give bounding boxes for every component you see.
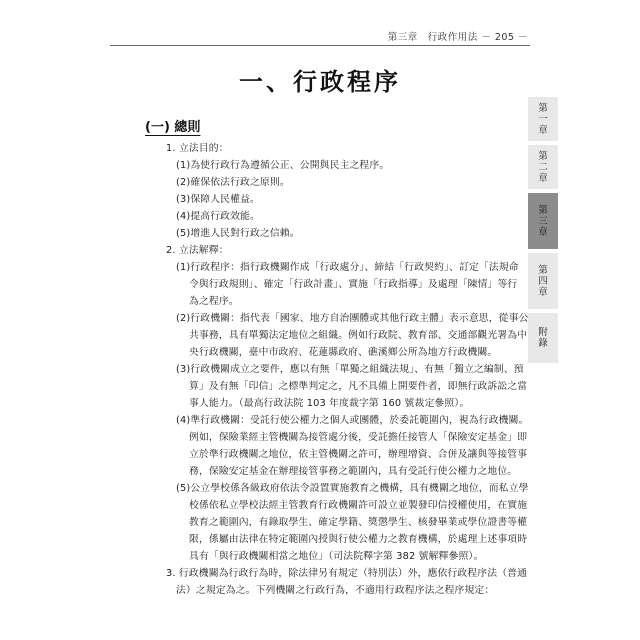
appendix-tab[interactable] [528,313,558,363]
text-line: 立於準行政機關之地位，依主管機關之許可，辦理增資、合併及讓與等接管事 [189,449,528,460]
page-title: 一、行政程序 [239,68,401,96]
text-line: (2)確保依法行政之原則。 [176,177,290,188]
text-line: 限，係屬由法律在特定範圍內授與行使公權力之教育機構，於處理上述事項時 [189,534,528,545]
text-line: (3)行政機關成立之要件，應以有無「單獨之組織法規」、有無「獨立之編制、預 [176,364,524,375]
chapter-tab-label: 第二章 [538,150,548,184]
text-line: (3)保障人民權益。 [176,194,260,205]
text-line: (5)公立學校係各級政府依法令設置實施教育之機構，具有機關之地位，而私立學 [176,483,529,494]
text-line: 央行政機關，臺中市政府、花蓮縣政府、礁溪鄉公所為地方行政機關。 [189,347,498,358]
running-header-text: 第三章 行政作用法 － 205 － [387,32,528,43]
text-line: 教育之範圍內，有錄取學生、確定學籍、獎懲學生、核發畢業或學位證書等權 [189,517,528,528]
running-header [110,25,530,46]
text-line: (5)增進人民對行政之信賴。 [176,228,300,239]
chapter-tab-2[interactable] [528,145,558,189]
text-line: 2. 立法解釋： [166,245,229,256]
text-line: 令與行政規則」、確定「行政計畫」、實施「行政指導」及處理「陳情」等行 [189,279,518,290]
text-line: (1)行政程序：指行政機關作成「行政處分」、締結「行政契約」、訂定「法規命 [176,262,519,273]
text-line: (1)為使行政行為遵循公正、公開與民主之程序。 [176,160,390,171]
text-line: 為之程序。 [189,296,239,307]
text-line: (4)提高行政效能。 [176,211,260,222]
section-heading [145,116,200,135]
text-line: 共事務，具有單獨法定地位之組織。例如行政院、教育部、交通部觀光署為中 [189,330,528,341]
chapter-tab-4[interactable] [528,253,558,309]
text-line: 3. 行政機關為行政行為時，除法律另有規定（特別法）外，應依行政程序法（普通 [166,568,528,579]
text-line: 例如，保險業經主管機關為接管處分後，受託擔任接管人「保險安定基金」即 [189,432,528,443]
chapter-tab-3-active[interactable] [528,193,558,249]
chapter-tab-label: 附錄 [538,327,548,349]
chapter-tab-label: 第一章 [538,102,548,136]
text-line: (2)行政機關：指代表「國家、地方自治團體或其他行政主體」表示意思，從事公 [176,313,529,324]
text-line: 法）之規定為之。下列機關之行政行為，不適用行政程序法之程序規定： [176,585,495,596]
text-line: 務，保險安定基金在辦理接管事務之範圍內，具有受託行使公權力之地位。 [189,466,518,477]
text-line: 算」及有無「印信」之標準判定之，凡不具備上開要件者，即無行政訴訟之當 [189,381,528,392]
text-line: 具有「與行政機關相當之地位」（司法院釋字第 382 號解釋參照）。 [189,551,484,562]
chapter-tab-1[interactable] [528,97,558,141]
text-line: 校係依私立學校法經主管教育行政機關許可設立並製發印信授權使用，在實施 [189,500,528,511]
section-heading-text: (一) 總則 [145,120,201,135]
chapter-tab-label: 第四章 [538,264,548,298]
text-line: (4)準行政機關：受託行使公權力之個人或團體，於委託範圍內，視為行政機關。 [176,415,529,426]
chapter-tab-label: 第三章 [538,204,548,238]
text-line: 1. 立法目的： [166,143,229,154]
text-line: 事人能力。（最高行政法院 103 年度裁字第 160 號裁定參照）。 [189,398,470,409]
